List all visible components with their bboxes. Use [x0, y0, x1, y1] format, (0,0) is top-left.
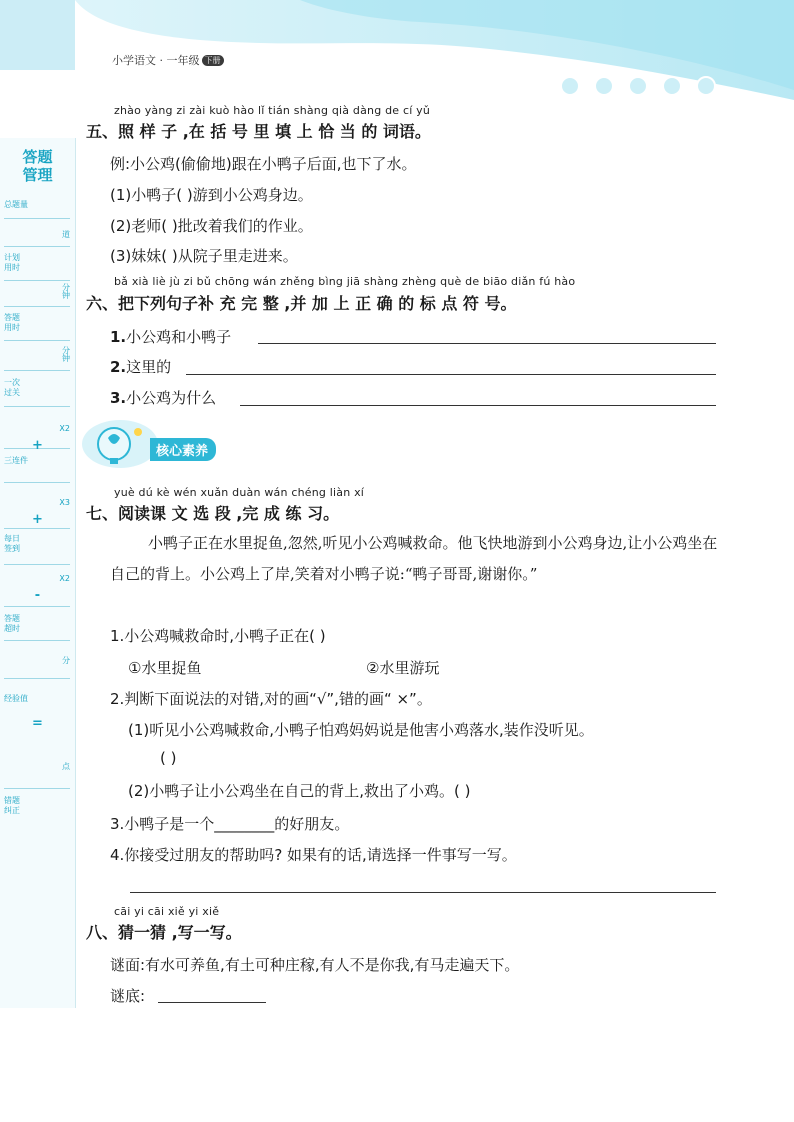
answer-management-sidebar	[0, 138, 76, 1008]
core-literacy-banner: 核心素养	[150, 438, 216, 461]
section6-heading: 六、把下列句子补 充 完 整 ,并 加 上 正 确 的 标 点 符 号。	[86, 294, 517, 313]
answer-line[interactable]	[240, 405, 716, 406]
section5-item-1: (1)小鸭子( )游到小公鸡身边。	[110, 186, 313, 204]
divider	[4, 482, 70, 483]
question-3: 3.小鸭子是一个________的好朋友。	[110, 815, 350, 833]
section6-pinyin: bǎ xià liè jù zi bǔ chōng wán zhěng bìng jiā shàng zhèng què de biāo diǎn fú hào	[114, 275, 576, 288]
smiley-icon	[560, 76, 580, 96]
sidebar-item: 分	[62, 346, 70, 355]
divider	[4, 640, 70, 641]
divider	[4, 528, 70, 529]
sidebar-item: 计划	[4, 253, 20, 262]
sidebar-item: X2	[59, 424, 70, 433]
sidebar-item: 钟	[62, 291, 70, 300]
question-4: 4.你接受过朋友的帮助吗? 如果有的话,请选择一件事写一写。	[110, 846, 517, 864]
sidebar-item: 分	[62, 656, 70, 665]
divider	[4, 678, 70, 679]
sidebar-item: 点	[62, 762, 70, 771]
riddle-answer-label: 谜底:	[110, 987, 146, 1005]
sidebar-item: 一次	[4, 378, 20, 387]
question-2: 2.判断下面说法的对错,对的画“√”,错的画“ ×”。	[110, 690, 432, 708]
section5-item-2: (2)老师( )批改着我们的作业。	[110, 217, 313, 235]
sidebar-item: 答题	[4, 313, 20, 322]
sidebar-item: 钟	[62, 354, 70, 363]
section5-example: 例:小公鸡(偷偷地)跟在小鸭子后面,也下了水。	[110, 155, 417, 173]
smiley-icon	[696, 76, 716, 96]
sidebar-item: 答题	[4, 614, 20, 623]
section5-pinyin: zhào yàng zi zài kuò hào lǐ tián shàng qià dàng de cí yǔ	[114, 104, 431, 117]
section6-item-2: 2.这里的	[110, 358, 172, 376]
section5-item-3: (3)妹妹( )从院子里走进来。	[110, 247, 298, 265]
sidebar-item: 用时	[4, 263, 20, 272]
q1-option-a[interactable]: ①水里捉鱼	[128, 659, 202, 677]
question-1: 1.小公鸡喊救命时,小鸭子正在( )	[110, 627, 326, 645]
section6-item-3: 3.小公鸡为什么	[110, 389, 217, 407]
divider	[4, 280, 70, 281]
sidebar-item: 三连件	[4, 456, 28, 465]
sidebar-item: 分	[62, 283, 70, 292]
divider	[4, 406, 70, 407]
header-title: 小学语文 · 一年级 下册	[112, 52, 224, 68]
sidebar-item: 错题	[4, 796, 20, 805]
minus-icon: -	[34, 588, 41, 603]
question-2-1: (1)听见小公鸡喊救命,小鸭子怕鸡妈妈说是他害小鸡落水,装作没听见。	[128, 721, 594, 739]
sidebar-item: 经验值	[4, 694, 28, 703]
answer-line[interactable]	[130, 892, 716, 893]
sidebar-item: 总题量	[4, 200, 28, 209]
section6-item-1: 1.小公鸡和小鸭子	[110, 328, 232, 346]
sidebar-item: 道	[62, 230, 70, 239]
sidebar-item: 每日	[4, 534, 20, 543]
sidebar-item: 过关	[4, 388, 20, 397]
smiley-icon	[662, 76, 682, 96]
riddle-answer-line[interactable]	[158, 1002, 266, 1003]
sidebar-item: X3	[59, 498, 70, 507]
question-2-2: (2)小鸭子让小公鸡坐在自己的背上,救出了小鸡。( )	[128, 782, 471, 800]
reading-passage: 小鸭子正在水里捉鱼,忽然,听见小公鸡喊救命。他飞快地游到小公鸡身边,让小公鸡坐在自己的背上。小公鸡上了岸,笑着对小鸭子说:“鸭子哥哥,谢谢你。”	[110, 534, 718, 583]
section5-heading: 五、照 样 子 ,在 括 号 里 填 上 恰 当 的 词语。	[86, 122, 431, 141]
plus-icon: +	[32, 512, 43, 527]
equals-icon: =	[32, 716, 43, 731]
sidebar-item: X2	[59, 574, 70, 583]
divider	[4, 340, 70, 341]
answer-line[interactable]	[186, 374, 716, 375]
divider	[4, 370, 70, 371]
divider	[4, 306, 70, 307]
smiley-icon	[594, 76, 614, 96]
divider	[4, 606, 70, 607]
bulb-icon	[80, 416, 160, 472]
section8-heading: 八、猜一猜 ,写一写。	[86, 923, 242, 942]
sidebar-item: 纠正	[4, 806, 20, 815]
sidebar-item: 签到	[4, 544, 20, 553]
sidebar-item: 用时	[4, 323, 20, 332]
sidebar-title: 答题 管理	[22, 148, 53, 184]
divider	[4, 246, 70, 247]
question-2-1-answer[interactable]: ( )	[160, 749, 177, 767]
divider	[4, 218, 70, 219]
riddle-text: 谜面:有水可养鱼,有土可种庄稼,有人不是你我,有马走遍天下。	[110, 956, 520, 974]
answer-line[interactable]	[258, 343, 716, 344]
section8-pinyin: cāi yi cāi xiě yi xiě	[114, 905, 220, 918]
smiley-icon	[628, 76, 648, 96]
grade-badge: 下册	[202, 55, 224, 66]
q1-option-b[interactable]: ②水里游玩	[366, 659, 440, 677]
divider	[4, 788, 70, 789]
divider	[4, 564, 70, 565]
section7-pinyin: yuè dú kè wén xuǎn duàn wán chéng liàn xí	[114, 486, 365, 499]
section7-heading: 七、阅读课 文 选 段 ,完 成 练 习。	[86, 504, 340, 523]
sidebar-item: 超时	[4, 624, 20, 633]
plus-icon: +	[32, 438, 43, 453]
